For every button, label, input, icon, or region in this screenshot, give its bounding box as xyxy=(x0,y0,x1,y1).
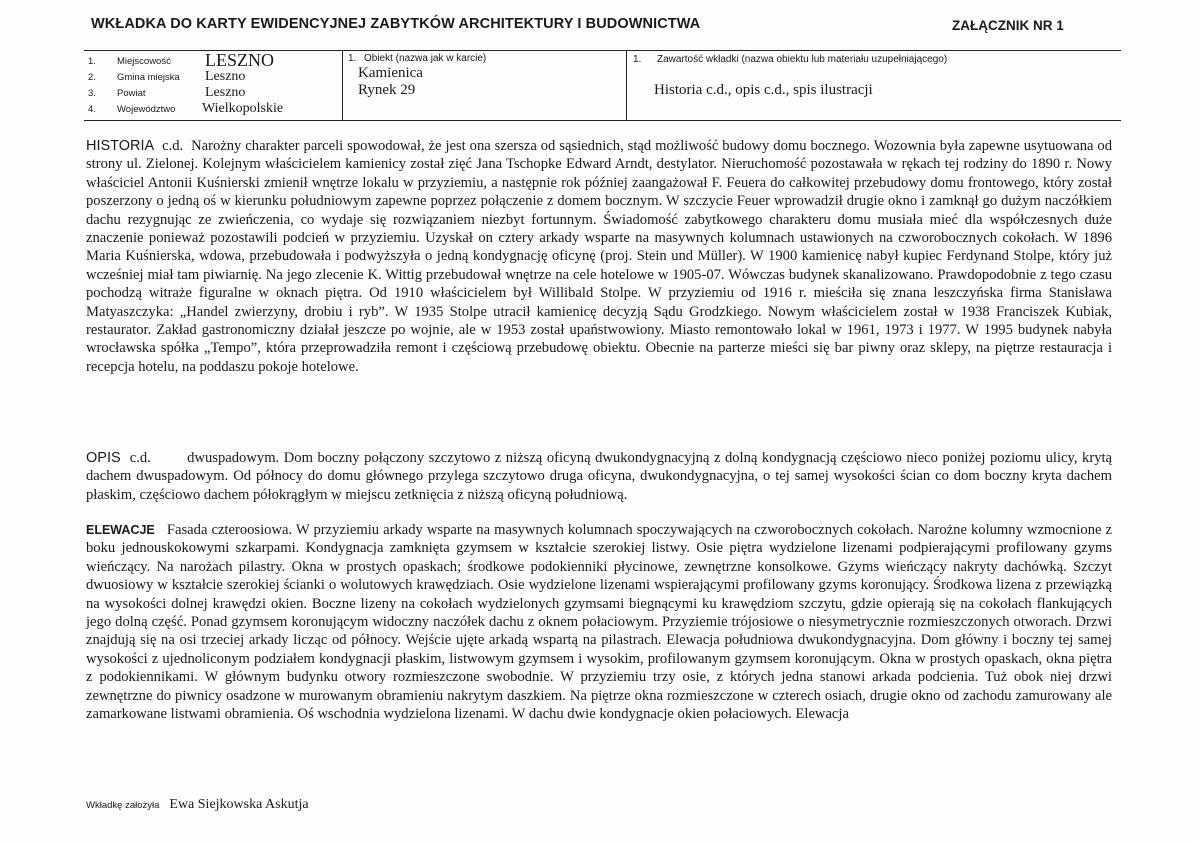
footer-label: Wkładkę założyła xyxy=(86,800,160,811)
opis-text: dwuspadowym. Dom boczny połączony szczytowo z niższą oficyną dwukondygnacyjną z dolną kondygnacją częściowo nieco poniżej poziomu ulicy, krytą dachem dwuspadowym. Od północy do domu głównego przylega szczytowo druga oficyna, dwukondygnacyjna, o tej samej wysokości ścian co dom boczny kryta dachem płaskim, częściowo dachem półokrągłym w miejscu zetknięcia z niższą oficyną południową. xyxy=(86,450,1113,503)
historia-label: HISTORIA xyxy=(86,138,155,154)
elewacje-text: Fasada czteroosiowa. W przyziemiu arkady wsparte na masywnych kolumnach spoczywających na czworobocznych cokołach. Narożne kolumny wzmocnione z boku jednouskokowymi szkarpami. Kondygnacja zamknięta gzymsem w kształcie szerokiej listwy. Osie piętra wydzielone lizenami podpierającymi profilowany gzyms wieńczący. Na narożach pilastry. Okna w prostych opaskach; środkowe podokienniki płycinowe, zewnętrzne konsolkowe. Gzyms wieńczący nakryty dachówką. Szczyt dwuosiowy w kształcie szerokiej ścianki o wolutowych krawędziach. Osie wydzielone lizenami wspierającymi profilowany gzyms koronujący. Środkowa lizena z przewiązką na wysokości dolnej krawędzi okien. Boczne lizeny na cokołach wydzielonych gzymsami biegnącymi ku krawędziom szczytu, gdzie opierają się na cokołach flankujących jego dolną część. Ponad gzymsem koronującym widoczny naczółek dachu z oknem połaciowym. Przyziemie trójosiowe o niesymetrycznie rozmieszczonych otworach. Drzwi znajdują się na osi trzeciej arkady licząc od północy. Wejście ujęte arkadą wspartą na pilastrach. Elewacja południowa dwukondygnacyjna. Dom główny i boczny tej samej wysokości z ujednoliconym podziałem kondygnacji płaskim, listwowym gzymsem i wysokim, profilowanym gzymsem koronującym. Okna w prostych opaskach, okna piętra z podokiennikami. W głównym budynku otwory rozmieszczone swobodnie. W przyziemiu trzy osie, z których jedna stanowi arkada podcienia. Tuż obok niej drzwi zewnętrzne do piwnicy osadzone w murowanym obramieniu nakrytym daszkiem. Na piętrze okna rozmieszczone w czterech osiach, drugie okno od zachodu zamurowany ale zamarkowane listwami obramienia. Oś wschodnia wydzielona lizenami. W dachu dwie kondygnacje okien połaciowych. Elewacja xyxy=(86,522,1112,723)
document-title: WKŁADKA DO KARTY EWIDENCYJNEJ ZABYTKÓW ARCHITEKTURY I BUDOWNICTWA xyxy=(91,16,701,32)
header-table: 1. Miejscowość LESZNO 2. Gmina miejska Leszno 3. Powiat Leszno 4. Województwo Wielkopolskie 1. Obiekt (nazwa jak w karcie) Kamienica Rynek 29 1. Zawartość wkładki (nazwa obiektu lub materiału uzupełniającego) Historia c.d., opis c.d., spis ilustracji xyxy=(84,50,1121,121)
opis-section xyxy=(86,449,1112,504)
opis-label: OPIS xyxy=(86,450,121,466)
column-divider xyxy=(626,51,627,120)
column-divider xyxy=(342,51,343,120)
elewacje-label: ELEWACJE xyxy=(86,523,155,537)
object-address: Rynek 29 xyxy=(358,82,416,98)
object-number: 1. xyxy=(348,53,357,64)
object-label: Obiekt (nazwa jak w karcie) xyxy=(364,53,487,64)
opis-suffix: c.d. xyxy=(129,450,151,466)
contents-number: 1. xyxy=(633,54,642,65)
county-value: Leszno xyxy=(205,85,246,100)
voivodeship-value: Wielkopolskie xyxy=(202,101,284,116)
historia-suffix: c.d. xyxy=(162,138,184,154)
footer-author: Ewa Siejkowska Askutja xyxy=(169,797,309,812)
town-value: LESZNO xyxy=(205,50,274,70)
object-name: Kamienica xyxy=(358,65,423,81)
footer xyxy=(86,795,309,813)
elewacje-section xyxy=(86,521,1112,723)
commune-value: Leszno xyxy=(205,69,246,84)
contents-label: Zawartość wkładki (nazwa obiektu lub materiału uzupełniającego) xyxy=(657,54,948,65)
attachment-number: ZAŁĄCZNIK NR 1 xyxy=(952,18,1064,33)
contents-value: Historia c.d., opis c.d., spis ilustracji xyxy=(654,82,873,98)
historia-text: Narożny charakter parceli spowodował, że jest ona szersza od sąsiednich, stąd możliwość budowy domu bocznego. Wozownia była zapewne usytuowana od strony ul. Zielonej. Kolejnym właścicielem kamienicy został zięć Jana Tschopke Edward Arndt, destylator. Nieruchomość pozostawała w rękach tej rodziny do 1890 r. Nowy właściciel Antonii Kuśnierski zmienił wnętrze lokalu w przyziemiu, a następnie rok później zaangażował F. Feuera do całkowitej przebudowy domu frontowego, który został poszerzony o jedną oś w kierunku południowym zapewne poprzez połączenie z domem bocznym. W szczycie Feuer wprowadził drugie okno i zamknął go dużym naczółkiem dachu rezygnując ze zwieńczenia, co wydaje się rozwiązaniem niezbyt fortunnym. Świadomość zabytkowego charakteru domu musiała mieć dla współczesnych duże znaczenie ponieważ pozostawili podcień w przyziemiu. Uzyskał on cztery arkady wsparte na masywnych kolumnach ustawionych na czworobocznych cokołach. W 1896 Maria Kuśnierska, wdowa, przebudowała i podwyższyła o jedną kondygnację oficynę (proj. Stein und Müller). W 1900 kamienicę nabył kupiec Ferdynand Stolpe, który już wcześniej miał tam piwiarnię. Na jego zlecenie K. Wittig przebudował wnętrze na cele hotelowe w 1905-07. Wówczas budynek skanalizowano. Prawdopodobnie z tego czasu pochodzą witraże figuralne w oknach piętra. Od 1910 właścicielem był Willibald Stolpe. W przyziemiu od 1916 r. mieściła się znana leszczyńska firma Stanisława Matyaszczyka: „Handel zwierzyny, drobiu i ryb”. W 1935 Stolpe utracił kamienicę decyzją Sądu Grodzkiego. Nowym właścicielem został w 1938 Franciszek Kubiak, restaurator. Zakład gastronomiczny działał jeszcze po wojnie, ale w 1953 został upaństwowiony. Miasto remontowało lokal w 1961, 1973 i 1977. W 1995 budynek nabyła wrocławska spółka „Tempo”, która przeprowadziła remont i częściową przebudowę obiektu. Obecnie na parterze mieści się bar piwny oraz sklepy, na piętrze restauracja i recepcja hotelu, na poddaszu pokoje hotelowe. xyxy=(86,138,1113,375)
historia-section xyxy=(86,137,1112,376)
